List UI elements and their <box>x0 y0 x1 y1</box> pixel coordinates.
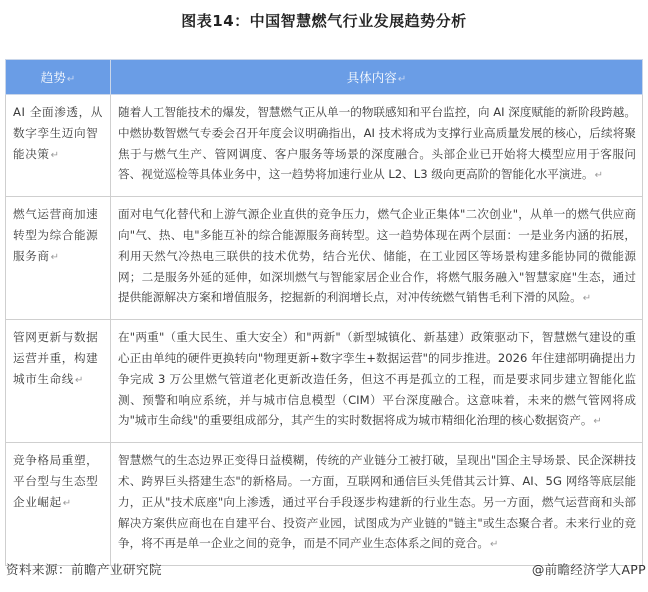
return-mark-icon: ↵ <box>397 74 407 85</box>
content-text: 智慧燃气的生态边界正变得日益模糊，传统的产业链分工被打破，呈现出"国企主导场景、民企深耕技术、跨界巨头搭建生态"的新格局。一方面，互联网和通信巨头凭借其云计算、AI、5G 网络等底层能力，正从"技术底座"向上渗透，通过平台手段逐步构建新的行业生态。另一方面，燃气运营商和头部解决方案供应商也在自建平台、投资产业园，试图成为产业链的"链主"或生态聚合者。未来行业的竞争，将不再是单一企业之间的竞争，而是不同产业生态体系之间的竞合。 <box>118 453 636 551</box>
return-mark-icon: ↵ <box>50 149 60 161</box>
credit-note: @前瞻经济学人APP <box>531 562 646 577</box>
return-mark-icon: ↵ <box>582 293 592 305</box>
trend-cell <box>6 197 111 320</box>
trend-text: 管网更新与数据运营并重，构建城市生命线 <box>13 330 99 386</box>
trend-text: 竞争格局重塑，平台型与生态型企业崛起 <box>13 453 99 509</box>
return-mark-icon: ↵ <box>66 74 76 85</box>
return-mark-icon: ↵ <box>593 416 602 428</box>
trend-cell <box>6 320 111 443</box>
header-content-label: 具体内容 <box>346 70 397 85</box>
content-text: 在"两重"（重大民生、重大安全）和"两新"（新型城镇化、新基建）政策驱动下，智慧燃气建设的重心正由单纯的硬件更换转向"物理更新+数字孪生+数据运营"的同步推进。2026 年住建部明确提出力争完成 3 万公里燃气管道老化更新改造任务，但这不再是孤立的工程，而是要求同步建立智能化监测、预警和响应系统，并与城市信息模型（CIM）平台深度融合。这意味着，未来的燃气管网将成为"城市生命线"的重要组成部分，其产生的实时数据将成为城市精细化治理的核心数据资产。 <box>118 330 636 428</box>
header-trend-label: 趋势 <box>40 70 66 85</box>
source-note: 资料来源：前瞻产业研究院 <box>6 562 163 577</box>
content-cell <box>111 95 643 197</box>
table-row <box>6 443 643 566</box>
return-mark-icon: ↵ <box>50 251 60 263</box>
content-text: 面对电气化替代和上游气源企业直供的竞争压力，燃气企业正集体"二次创业"，从单一的燃气供应商向"气、热、电"多能互补的综合能源服务商转型。这一趋势体现在两个层面：一是业务内涵的拓展，利用天然气冷热电三联供的技术优势，结合光伏、储能，在工业园区等场景构建多能协同的微能源网；二是服务外延的延伸，如深圳燃气与智能家居企业合作，将燃气服务融入"智慧家庭"生态，通过提供能源解决方案和增值服务，挖掘新的利润增长点，对冲传统燃气销售毛利下滑的风险。 <box>118 207 636 305</box>
table-row <box>6 320 643 443</box>
trend-cell <box>6 443 111 566</box>
table-row <box>6 197 643 320</box>
return-mark-icon: ↵ <box>490 539 499 551</box>
table-header-row <box>6 60 643 95</box>
content-cell <box>111 320 643 443</box>
trend-cell <box>6 95 111 197</box>
content-cell <box>111 443 643 566</box>
content-cell <box>111 197 643 320</box>
return-mark-icon: ↵ <box>594 170 603 182</box>
header-trend <box>6 60 111 95</box>
return-mark-icon: ↵ <box>74 374 84 386</box>
chart-title: 图表14：中国智慧燃气行业发展趋势分析 <box>181 12 467 30</box>
header-content <box>111 60 643 95</box>
trend-analysis-table <box>5 59 643 566</box>
trend-text: 燃气运营商加速转型为综合能源服务商 <box>13 207 99 263</box>
content-text: 随着人工智能技术的爆发，智慧燃气正从单一的物联感知和平台监控，向 AI 深度赋能的新阶段跨越。中燃协数智燃气专委会召开年度会议明确指出，AI 技术将成为支撑行业高质量发展的核心，后续将聚焦于与燃气生产、管网调度、客户服务等场景的深度融合。头部企业已开始将大模型应用于客服问答、视觉巡检等具体业务中，这一趋势将加速行业从 L2、L3 级向更高阶的智能化水平演进。 <box>118 105 636 182</box>
trend-text: AI 全面渗透，从数字孪生迈向智能决策 <box>13 105 103 161</box>
return-mark-icon: ↵ <box>62 497 72 509</box>
table-row <box>6 95 643 197</box>
